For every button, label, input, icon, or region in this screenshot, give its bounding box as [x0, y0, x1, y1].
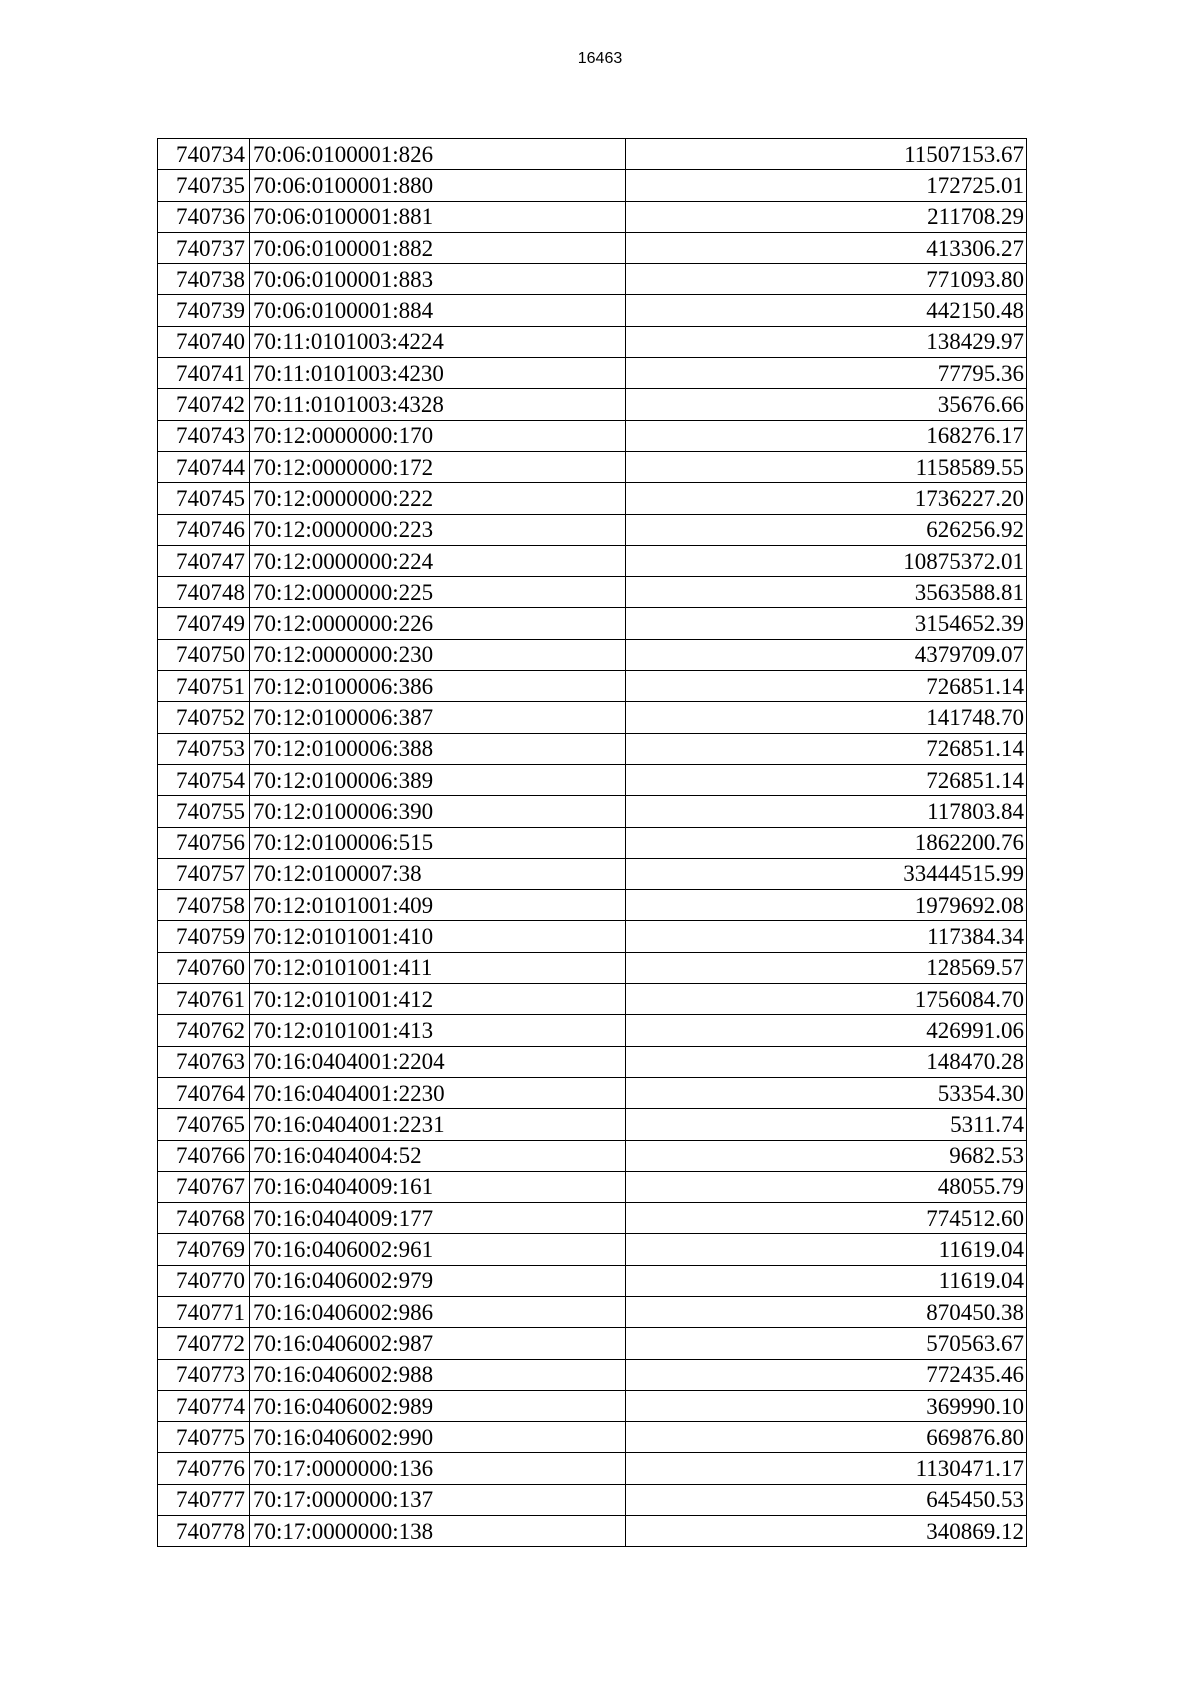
cadastral-value-cell: 117384.34	[626, 921, 1027, 952]
row-number-cell: 740761	[158, 984, 250, 1015]
table-row	[158, 1015, 1027, 1046]
cadastral-value-cell: 442150.48	[626, 295, 1027, 326]
cadastral-number-cell: 70:11:0101003:4230	[250, 358, 626, 389]
row-number-cell: 740759	[158, 921, 250, 952]
cadastral-value-cell: 77795.36	[626, 358, 1027, 389]
row-number-cell: 740778	[158, 1516, 250, 1547]
table-row	[158, 1046, 1027, 1077]
cadastral-number-cell: 70:06:0100001:883	[250, 264, 626, 295]
table-row	[158, 358, 1027, 389]
cadastral-number-cell: 70:06:0100001:884	[250, 295, 626, 326]
row-number-cell: 740742	[158, 389, 250, 420]
row-number-cell: 740764	[158, 1077, 250, 1108]
cadastral-number-cell: 70:12:0101001:413	[250, 1015, 626, 1046]
table-row	[158, 170, 1027, 201]
cadastral-number-cell: 70:06:0100001:882	[250, 232, 626, 263]
cadastral-number-cell: 70:12:0100006:390	[250, 796, 626, 827]
table-row	[158, 764, 1027, 795]
table-row	[158, 1453, 1027, 1484]
table-row	[158, 1328, 1027, 1359]
table-row	[158, 1109, 1027, 1140]
cadastral-value-cell: 9682.53	[626, 1140, 1027, 1171]
row-number-cell: 740766	[158, 1140, 250, 1171]
cadastral-number-cell: 70:12:0100006:515	[250, 827, 626, 858]
row-number-cell: 740775	[158, 1422, 250, 1453]
cadastral-value-cell: 726851.14	[626, 733, 1027, 764]
cadastral-number-cell: 70:16:0404004:52	[250, 1140, 626, 1171]
table-row	[158, 1359, 1027, 1390]
table-row	[158, 483, 1027, 514]
cadastral-value-cell: 1756084.70	[626, 984, 1027, 1015]
cadastral-number-cell: 70:12:0101001:411	[250, 952, 626, 983]
cadastral-value-cell: 870450.38	[626, 1296, 1027, 1327]
cadastral-value-cell: 4379709.07	[626, 639, 1027, 670]
table-row	[158, 702, 1027, 733]
row-number-cell: 740740	[158, 326, 250, 357]
cadastral-value-cell: 1736227.20	[626, 483, 1027, 514]
cadastral-value-cell: 128569.57	[626, 952, 1027, 983]
row-number-cell: 740763	[158, 1046, 250, 1077]
table-row	[158, 733, 1027, 764]
table-row	[158, 389, 1027, 420]
row-number-cell: 740741	[158, 358, 250, 389]
page-number: 16463	[577, 50, 623, 67]
cadastral-number-cell: 70:16:0404009:161	[250, 1171, 626, 1202]
table-row	[158, 1390, 1027, 1421]
row-number-cell: 740772	[158, 1328, 250, 1359]
table-row	[158, 326, 1027, 357]
cadastral-number-cell: 70:12:0000000:230	[250, 639, 626, 670]
table-row	[158, 1234, 1027, 1265]
row-number-cell: 740745	[158, 483, 250, 514]
cadastral-value-cell: 1979692.08	[626, 890, 1027, 921]
cadastral-number-cell: 70:12:0101001:412	[250, 984, 626, 1015]
row-number-cell: 740771	[158, 1296, 250, 1327]
cadastral-value-cell: 1130471.17	[626, 1453, 1027, 1484]
table-row	[158, 420, 1027, 451]
row-number-cell: 740770	[158, 1265, 250, 1296]
cadastral-number-cell: 70:17:0000000:136	[250, 1453, 626, 1484]
cadastral-value-cell: 772435.46	[626, 1359, 1027, 1390]
cadastral-value-cell: 1158589.55	[626, 451, 1027, 482]
table-row	[158, 577, 1027, 608]
cadastral-number-cell: 70:12:0100006:388	[250, 733, 626, 764]
table-row	[158, 952, 1027, 983]
cadastral-number-cell: 70:12:0100006:386	[250, 671, 626, 702]
table-row	[158, 201, 1027, 232]
cadastral-number-cell: 70:16:0406002:990	[250, 1422, 626, 1453]
cadastral-value-cell: 117803.84	[626, 796, 1027, 827]
cadastral-value-cell: 426991.06	[626, 1015, 1027, 1046]
cadastral-value-cell: 11507153.67	[626, 139, 1027, 170]
row-number-cell: 740773	[158, 1359, 250, 1390]
cadastral-number-cell: 70:11:0101003:4224	[250, 326, 626, 357]
cadastral-value-cell: 11619.04	[626, 1265, 1027, 1296]
table-row	[158, 984, 1027, 1015]
row-number-cell: 740776	[158, 1453, 250, 1484]
row-number-cell: 740744	[158, 451, 250, 482]
row-number-cell: 740734	[158, 139, 250, 170]
cadastral-number-cell: 70:12:0000000:226	[250, 608, 626, 639]
cadastral-number-cell: 70:16:0404009:177	[250, 1203, 626, 1234]
row-number-cell: 740753	[158, 733, 250, 764]
row-number-cell: 740777	[158, 1484, 250, 1515]
table-row	[158, 1265, 1027, 1296]
cadastral-value-cell: 5311.74	[626, 1109, 1027, 1140]
row-number-cell: 740769	[158, 1234, 250, 1265]
row-number-cell: 740765	[158, 1109, 250, 1140]
cadastral-number-cell: 70:16:0404001:2231	[250, 1109, 626, 1140]
table-body	[158, 139, 1027, 1547]
cadastral-value-cell: 413306.27	[626, 232, 1027, 263]
row-number-cell: 740762	[158, 1015, 250, 1046]
cadastral-number-cell: 70:06:0100001:881	[250, 201, 626, 232]
cadastral-value-cell: 168276.17	[626, 420, 1027, 451]
cadastral-value-cell: 33444515.99	[626, 858, 1027, 889]
cadastral-number-cell: 70:16:0404001:2230	[250, 1077, 626, 1108]
table-row	[158, 827, 1027, 858]
cadastral-value-cell: 211708.29	[626, 201, 1027, 232]
cadastral-value-cell: 35676.66	[626, 389, 1027, 420]
table-row	[158, 671, 1027, 702]
cadastral-value-cell: 774512.60	[626, 1203, 1027, 1234]
table-row	[158, 514, 1027, 545]
row-number-cell: 740755	[158, 796, 250, 827]
table-row	[158, 545, 1027, 576]
row-number-cell: 740743	[158, 420, 250, 451]
row-number-cell: 740760	[158, 952, 250, 983]
table-row	[158, 1140, 1027, 1171]
table-row	[158, 1422, 1027, 1453]
cadastral-value-cell: 172725.01	[626, 170, 1027, 201]
row-number-cell: 740747	[158, 545, 250, 576]
table-row	[158, 451, 1027, 482]
cadastral-number-cell: 70:16:0406002:987	[250, 1328, 626, 1359]
cadastral-value-cell: 11619.04	[626, 1234, 1027, 1265]
cadastral-number-cell: 70:11:0101003:4328	[250, 389, 626, 420]
row-number-cell: 740768	[158, 1203, 250, 1234]
table-row	[158, 796, 1027, 827]
cadastral-value-cell: 726851.14	[626, 764, 1027, 795]
cadastral-value-cell: 626256.92	[626, 514, 1027, 545]
row-number-cell: 740736	[158, 201, 250, 232]
row-number-cell: 740739	[158, 295, 250, 326]
cadastral-value-cell: 1862200.76	[626, 827, 1027, 858]
cadastral-number-cell: 70:17:0000000:138	[250, 1516, 626, 1547]
cadastral-number-cell: 70:12:0000000:223	[250, 514, 626, 545]
row-number-cell: 740752	[158, 702, 250, 733]
cadastral-value-cell: 771093.80	[626, 264, 1027, 295]
table-row	[158, 139, 1027, 170]
cadastral-number-cell: 70:12:0000000:225	[250, 577, 626, 608]
cadastral-value-cell: 369990.10	[626, 1390, 1027, 1421]
cadastral-number-cell: 70:12:0000000:170	[250, 420, 626, 451]
cadastral-number-cell: 70:16:0406002:986	[250, 1296, 626, 1327]
cadastral-number-cell: 70:17:0000000:137	[250, 1484, 626, 1515]
table-row	[158, 639, 1027, 670]
table-row	[158, 295, 1027, 326]
table-row	[158, 921, 1027, 952]
table-row	[158, 1484, 1027, 1515]
cadastral-value-cell: 340869.12	[626, 1516, 1027, 1547]
cadastral-value-cell: 138429.97	[626, 326, 1027, 357]
row-number-cell: 740751	[158, 671, 250, 702]
table-row	[158, 1203, 1027, 1234]
cadastral-value-cell: 726851.14	[626, 671, 1027, 702]
cadastral-number-cell: 70:12:0100007:38	[250, 858, 626, 889]
cadastral-value-cell: 669876.80	[626, 1422, 1027, 1453]
table-row	[158, 1077, 1027, 1108]
cadastral-number-cell: 70:12:0100006:387	[250, 702, 626, 733]
row-number-cell: 740774	[158, 1390, 250, 1421]
table-row	[158, 608, 1027, 639]
cadastral-value-cell: 53354.30	[626, 1077, 1027, 1108]
cadastral-number-cell: 70:16:0404001:2204	[250, 1046, 626, 1077]
cadastral-number-cell: 70:12:0101001:410	[250, 921, 626, 952]
cadastral-number-cell: 70:16:0406002:979	[250, 1265, 626, 1296]
cadastral-value-cell: 141748.70	[626, 702, 1027, 733]
cadastral-value-cell: 148470.28	[626, 1046, 1027, 1077]
row-number-cell: 740757	[158, 858, 250, 889]
cadastral-number-cell: 70:12:0100006:389	[250, 764, 626, 795]
row-number-cell: 740767	[158, 1171, 250, 1202]
row-number-cell: 740737	[158, 232, 250, 263]
table-row	[158, 890, 1027, 921]
cadastral-number-cell: 70:16:0406002:988	[250, 1359, 626, 1390]
table-row	[158, 1516, 1027, 1547]
cadastral-value-cell: 10875372.01	[626, 545, 1027, 576]
row-number-cell: 740758	[158, 890, 250, 921]
cadastral-number-cell: 70:16:0406002:961	[250, 1234, 626, 1265]
cadastral-value-table	[157, 138, 1027, 1547]
cadastral-value-cell: 3154652.39	[626, 608, 1027, 639]
table-row	[158, 232, 1027, 263]
cadastral-number-cell: 70:12:0101001:409	[250, 890, 626, 921]
cadastral-number-cell: 70:12:0000000:224	[250, 545, 626, 576]
cadastral-value-cell: 645450.53	[626, 1484, 1027, 1515]
cadastral-number-cell: 70:12:0000000:172	[250, 451, 626, 482]
row-number-cell: 740735	[158, 170, 250, 201]
row-number-cell: 740750	[158, 639, 250, 670]
row-number-cell: 740749	[158, 608, 250, 639]
cadastral-number-cell: 70:12:0000000:222	[250, 483, 626, 514]
cadastral-number-cell: 70:06:0100001:880	[250, 170, 626, 201]
cadastral-value-cell: 48055.79	[626, 1171, 1027, 1202]
table-row	[158, 264, 1027, 295]
row-number-cell: 740748	[158, 577, 250, 608]
cadastral-value-cell: 3563588.81	[626, 577, 1027, 608]
cadastral-number-cell: 70:06:0100001:826	[250, 139, 626, 170]
row-number-cell: 740746	[158, 514, 250, 545]
row-number-cell: 740738	[158, 264, 250, 295]
table-row	[158, 1296, 1027, 1327]
cadastral-value-cell: 570563.67	[626, 1328, 1027, 1359]
row-number-cell: 740756	[158, 827, 250, 858]
table-row	[158, 1171, 1027, 1202]
cadastral-number-cell: 70:16:0406002:989	[250, 1390, 626, 1421]
table-row	[158, 858, 1027, 889]
row-number-cell: 740754	[158, 764, 250, 795]
